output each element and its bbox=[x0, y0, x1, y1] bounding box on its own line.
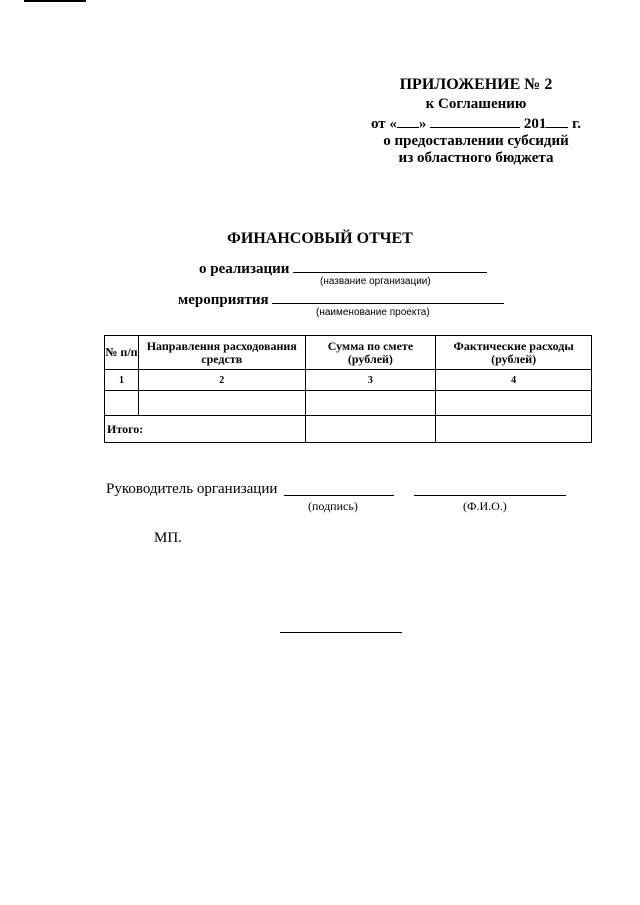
total-label: Итого: bbox=[105, 416, 306, 443]
annex-date-suffix: г. bbox=[572, 116, 582, 132]
annex-block bbox=[352, 76, 600, 167]
table-header-row bbox=[105, 336, 592, 370]
day-blank bbox=[397, 113, 419, 128]
col-number-4: 4 bbox=[436, 370, 592, 391]
annex-date-prefix: от « bbox=[370, 116, 397, 132]
table-cell bbox=[105, 391, 139, 416]
total-estimate-cell bbox=[305, 416, 436, 443]
col-header-estimate: Сумма по смете (рублей) bbox=[305, 336, 436, 370]
col-header-directions: Направления расходования средств bbox=[138, 336, 305, 370]
report-title: ФИНАНСОВЫЙ ОТЧЕТ bbox=[227, 230, 413, 247]
event-label: мероприятия bbox=[178, 292, 269, 308]
event-row bbox=[178, 289, 504, 309]
org-name-blank bbox=[293, 258, 487, 273]
annex-date-mid: » bbox=[418, 116, 427, 132]
annex-title: ПРИЛОЖЕНИЕ № 2 bbox=[399, 76, 553, 93]
table-cell bbox=[436, 391, 592, 416]
org-row bbox=[199, 258, 487, 278]
col-number-2: 2 bbox=[138, 370, 305, 391]
expense-table bbox=[104, 335, 592, 443]
col-header-actual: Фактические расходы (рублей) bbox=[436, 336, 592, 370]
table-row bbox=[105, 391, 592, 416]
stamp-place: МП. bbox=[154, 530, 182, 546]
name-hint: (Ф.И.О.) bbox=[463, 499, 507, 513]
annex-year: 201 bbox=[523, 116, 547, 132]
signature-hint: (подпись) bbox=[308, 499, 358, 513]
month-blank bbox=[430, 113, 520, 128]
event-name-blank bbox=[272, 289, 504, 304]
table-total-row bbox=[105, 416, 592, 443]
annex-line-agreement: к Соглашению bbox=[425, 96, 527, 112]
event-hint: (наименование проекта) bbox=[316, 307, 430, 318]
col-number-3: 3 bbox=[305, 370, 436, 391]
footer-rule bbox=[280, 632, 402, 633]
table-cell bbox=[138, 391, 305, 416]
col-header-number: № п/п bbox=[105, 336, 139, 370]
annex-line-date bbox=[352, 113, 600, 133]
annex-line-budget: из областного бюджета bbox=[398, 150, 554, 166]
top-rule bbox=[24, 0, 86, 2]
table-number-row bbox=[105, 370, 592, 391]
total-actual-cell bbox=[436, 416, 592, 443]
org-hint: (название организации) bbox=[320, 276, 431, 287]
org-label: о реализации bbox=[199, 261, 290, 277]
table-cell bbox=[305, 391, 436, 416]
year-blank bbox=[546, 113, 568, 128]
annex-line-subsidy: о предоставлении субсидий bbox=[383, 133, 569, 149]
signature-label: Руководитель организации bbox=[106, 481, 278, 497]
col-number-1: 1 bbox=[105, 370, 139, 391]
name-blank bbox=[414, 495, 566, 496]
signature-blank bbox=[284, 495, 394, 496]
